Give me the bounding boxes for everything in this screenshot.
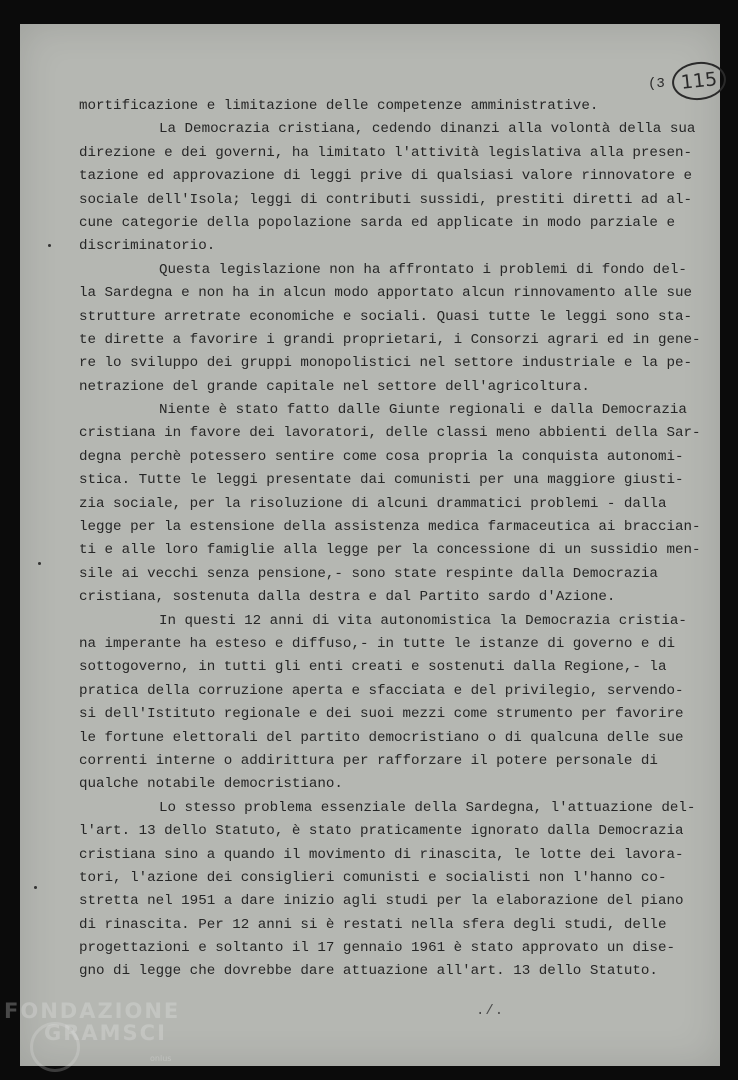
text-line: progettazioni e soltanto il 17 gennaio 1961 è stato approvato un dise- <box>79 940 675 957</box>
text-line: gno di legge che dovrebbe dare attuazione all'art. 13 dello Statuto. <box>79 963 658 980</box>
text-line: cristiana in favore dei lavoratori, delle classi meno abbienti della Sar- <box>79 425 701 442</box>
text-line: legge per la estensione della assistenza medica farmaceutica ai braccian- <box>79 519 701 536</box>
text-line: sile ai vecchi senza pensione,- sono state respinte dalla Democrazia <box>79 565 658 582</box>
text-line: la Sardegna e non ha in alcun modo apportato alcun rinnovamento alle sue <box>79 285 692 302</box>
text-line: La Democrazia cristiana, cedendo dinanzi alla volontà della sua <box>159 121 696 138</box>
text-line: na imperante ha esteso e diffuso,- in tutte le istanze di governo e di <box>79 635 675 652</box>
text-line: l'art. 13 dello Statuto, è stato praticamente ignorato dalla Democrazia <box>79 823 684 840</box>
watermark-line1: FONDAZIONE <box>4 999 181 1023</box>
text-line: te dirette a favorire i grandi proprietari, i Consorzi agrari ed in gene- <box>79 331 701 348</box>
text-line: stretta nel 1951 a dare inizio agli studi per la elaborazione del piano <box>79 893 684 910</box>
continuation-mark: ./. <box>476 1003 505 1019</box>
typewritten-body <box>79 95 709 984</box>
text-line: si dell'Istituto regionale e dei suoi mezzi come strumento per favorire <box>79 706 684 723</box>
text-line: le fortune elettorali del partito democristiano o di qualcuna delle sue <box>79 729 684 746</box>
text-line: qualche notabile democristiano. <box>79 776 343 793</box>
text-line: strutture arretrate economiche e sociali. Quasi tutte le leggi sono sta- <box>79 308 692 325</box>
text-line: cristiana, sostenuta dalla destra e dal Partito sardo d'Azione. <box>79 589 616 606</box>
text-line: netrazione del grande capitale nel settore dell'agricoltura. <box>79 378 590 395</box>
watermark <box>4 1000 180 1044</box>
text-line: ti e alle loro famiglie alla legge per la concessione di un sussidio men- <box>79 542 701 559</box>
watermark-line2: GRAMSCI <box>44 1021 167 1045</box>
text-line: Lo stesso problema essenziale della Sardegna, l'attuazione del- <box>159 799 696 816</box>
text-line: mortificazione e limitazione delle competenze amministrative. <box>79 98 599 114</box>
text-line: In questi 12 anni di vita autonomistica la Democrazia cristia- <box>159 612 687 629</box>
text-line: degna perchè potessero sentire come cosa propria la conquista autonomi- <box>79 448 684 465</box>
margin-mark <box>38 562 41 565</box>
text-line: zia sociale, per la risoluzione di alcuni drammatici problemi - dalla <box>79 495 667 512</box>
margin-mark <box>34 886 37 889</box>
text-line: Niente è stato fatto dalle Giunte regionali e dalla Democrazia <box>159 402 687 419</box>
text-line: tori, l'azione dei consiglieri comunisti e socialisti non l'hanno co- <box>79 869 667 886</box>
text-line: di rinascita. Per 12 anni si è restati nella sfera degli studi, delle <box>79 916 667 933</box>
text-line: cune categorie della popolazione sarda ed applicate in modo parziale e <box>79 214 675 231</box>
text-line: re lo sviluppo dei gruppi monopolistici nel settore industriale e la pe- <box>79 355 692 372</box>
text-line: Questa legislazione non ha affrontato i problemi di fondo del- <box>159 261 687 278</box>
typed-page-number: (3 <box>648 76 665 92</box>
text-line: tazione ed approvazione di leggi prive di qualsiasi valore rinnovatore e <box>79 168 692 185</box>
text-line: sottogoverno, in tutti gli enti creati e sostenuti dalla Regione,- la <box>79 659 667 676</box>
margin-mark <box>48 244 51 247</box>
text-line: sociale dell'Isola; leggi di contributi sussidi, prestiti diretti ad al- <box>79 191 692 208</box>
text-line: correnti interne o addirittura per rafforzare il potere personale di <box>79 752 658 769</box>
handwritten-page-number-text: 115 <box>679 68 719 94</box>
text-line: stica. Tutte le leggi presentate dai comunisti per una maggiore giusti- <box>79 472 684 489</box>
text-line: pratica della corruzione aperta e sfacciata e del privilegio, servendo- <box>79 682 684 699</box>
text-line: direzione e dei governi, ha limitato l'attività legislativa alla presen- <box>79 144 692 161</box>
watermark-sub: onlus <box>150 1054 172 1063</box>
text-line: discriminatorio. <box>79 238 216 255</box>
text-line: cristiana sino a quando il movimento di rinascita, le lotte dei lavora- <box>79 846 684 863</box>
